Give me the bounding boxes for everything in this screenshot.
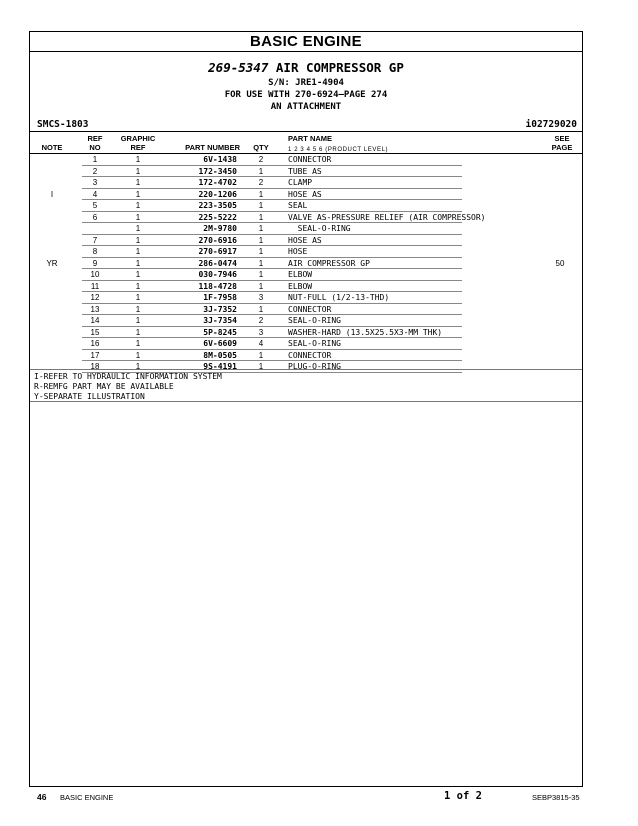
row-see-page bbox=[540, 189, 580, 200]
table-row bbox=[30, 166, 582, 178]
parts-page-frame bbox=[29, 31, 583, 787]
row-graphic-ref: 1 bbox=[135, 166, 141, 176]
row-quantity: 1 bbox=[258, 258, 264, 268]
table-row bbox=[30, 223, 582, 235]
row-part-name: SEAL-O-RING bbox=[288, 316, 341, 325]
row-quantity: 1 bbox=[258, 270, 264, 279]
row-graphic-ref: 1 bbox=[135, 155, 141, 164]
row-part-name: CONNECTOR bbox=[288, 350, 332, 360]
row-note bbox=[30, 166, 74, 177]
row-see-page bbox=[540, 212, 580, 223]
row-note bbox=[30, 292, 74, 303]
row-quantity: 2 bbox=[258, 155, 264, 164]
row-see-page bbox=[540, 177, 580, 188]
row-see-page bbox=[540, 292, 580, 303]
row-graphic-ref: 1 bbox=[135, 247, 141, 256]
row-part-name: SEAL bbox=[288, 201, 308, 210]
row-graphic-ref: 1 bbox=[135, 304, 141, 314]
row-note bbox=[30, 304, 74, 315]
table-end-divider bbox=[30, 369, 582, 370]
group-part-title: AIR COMPRESSOR GP bbox=[275, 60, 404, 75]
row-note bbox=[30, 235, 74, 246]
row-quantity: 1 bbox=[258, 281, 264, 291]
row-note bbox=[30, 338, 74, 349]
col-ref-bottom: NO bbox=[89, 143, 101, 152]
footer-section: BASIC ENGINE bbox=[60, 793, 114, 802]
table-row bbox=[30, 281, 582, 293]
col-part-name: PART NAME bbox=[288, 134, 333, 143]
row-ref-number: 9 bbox=[92, 258, 98, 268]
row-part-number: 220-1206 bbox=[198, 189, 237, 199]
row-ref-number: 5 bbox=[92, 201, 98, 210]
row-graphic-ref: 1 bbox=[135, 362, 141, 371]
row-see-page bbox=[540, 350, 580, 361]
row-part-name: SEAL-O-RING bbox=[288, 339, 341, 348]
row-part-number: 3J-7354 bbox=[203, 316, 237, 325]
header-divider bbox=[30, 131, 582, 132]
row-see-page bbox=[540, 154, 580, 165]
row-see-page bbox=[540, 200, 580, 211]
row-see-page bbox=[540, 246, 580, 257]
row-note bbox=[30, 177, 74, 188]
row-quantity: 1 bbox=[258, 235, 264, 245]
row-part-name: HOSE AS bbox=[288, 235, 322, 245]
row-ref-number bbox=[82, 223, 108, 234]
table-row bbox=[30, 258, 582, 270]
table-row bbox=[30, 338, 582, 350]
row-graphic-ref: 1 bbox=[135, 316, 141, 325]
row-ref-number: 18 bbox=[90, 362, 100, 371]
row-see-page: 50 bbox=[555, 258, 565, 268]
table-row bbox=[30, 269, 582, 281]
illustration-id: i02729020 bbox=[525, 119, 577, 130]
row-part-number: 6V-6609 bbox=[203, 339, 237, 348]
row-ref-number: 12 bbox=[90, 293, 100, 302]
row-ref-number: 10 bbox=[90, 270, 100, 279]
row-ref-number: 4 bbox=[92, 189, 98, 199]
row-part-number: 270-6916 bbox=[198, 235, 237, 245]
row-quantity: 1 bbox=[258, 350, 264, 360]
row-part-name: AIR COMPRESSOR GP bbox=[288, 258, 370, 268]
table-row bbox=[30, 212, 582, 224]
row-graphic-ref: 1 bbox=[135, 327, 141, 337]
row-part-name: WASHER-HARD (13.5X25.5X3-MM THK) bbox=[288, 327, 443, 337]
row-note bbox=[30, 154, 74, 165]
row-see-page bbox=[540, 361, 580, 372]
table-row bbox=[30, 154, 582, 166]
row-note bbox=[30, 212, 74, 223]
table-row bbox=[30, 315, 582, 327]
legend-item: R-REMFG PART MAY BE AVAILABLE bbox=[34, 382, 174, 391]
table-row bbox=[30, 177, 582, 189]
row-part-name: PLUG-O-RING bbox=[288, 362, 341, 371]
smcs-code: SMCS-1803 bbox=[37, 119, 89, 130]
row-note bbox=[30, 327, 74, 338]
table-row bbox=[30, 189, 582, 201]
row-see-page bbox=[540, 235, 580, 246]
row-part-number: 9S-4191 bbox=[203, 362, 237, 371]
group-part-number: 269-5347 bbox=[208, 60, 269, 75]
footer-page-number: 46 bbox=[37, 792, 47, 802]
row-note bbox=[30, 281, 74, 292]
row-graphic-ref: 1 bbox=[135, 189, 141, 199]
row-graphic-ref: 1 bbox=[135, 350, 141, 360]
row-part-number: 6V-1438 bbox=[203, 155, 237, 164]
row-note: I bbox=[50, 189, 54, 199]
row-quantity: 1 bbox=[258, 362, 264, 371]
section-title: BASIC ENGINE bbox=[30, 32, 582, 52]
row-ref-number: 16 bbox=[90, 339, 100, 348]
footer-document-number: SEBP3815-35 bbox=[532, 793, 580, 802]
col-note: NOTE bbox=[41, 143, 63, 152]
col-product-levels: 1 2 3 4 5 6 (PRODUCT LEVEL) bbox=[288, 147, 389, 153]
row-part-name: CLAMP bbox=[288, 178, 313, 187]
row-see-page bbox=[540, 327, 580, 338]
table-row bbox=[30, 292, 582, 304]
row-graphic-ref: 1 bbox=[135, 339, 141, 348]
col-ref-top: REF bbox=[87, 134, 103, 143]
row-part-name: CONNECTOR bbox=[288, 155, 332, 164]
row-quantity: 1 bbox=[258, 304, 264, 314]
row-part-number: 030-7946 bbox=[198, 270, 237, 279]
row-see-page bbox=[540, 304, 580, 315]
row-part-name: TUBE AS bbox=[288, 166, 322, 176]
row-note bbox=[30, 315, 74, 326]
row-part-number: 5P-8245 bbox=[203, 327, 237, 337]
row-quantity: 1 bbox=[258, 224, 264, 233]
table-row bbox=[30, 304, 582, 316]
row-part-name: ELBOW bbox=[288, 270, 313, 279]
row-ref-number: 3 bbox=[92, 178, 98, 187]
row-graphic-ref: 1 bbox=[135, 201, 141, 210]
row-part-name: ELBOW bbox=[288, 281, 313, 291]
legend-item: I-REFER TO HYDRAULIC INFORMATION SYSTEM bbox=[34, 372, 222, 381]
row-part-number: 3J-7352 bbox=[203, 304, 237, 314]
row-part-name: HOSE AS bbox=[288, 189, 322, 199]
row-ref-number: 2 bbox=[92, 166, 98, 176]
legend-divider bbox=[30, 401, 582, 402]
row-part-number: 286-0474 bbox=[198, 258, 237, 268]
col-qty: QTY bbox=[253, 143, 269, 152]
row-part-name: HOSE bbox=[288, 247, 308, 256]
row-ref-number: 8 bbox=[92, 247, 98, 256]
row-ref-number: 17 bbox=[90, 350, 100, 360]
row-part-number: 1F-7958 bbox=[203, 293, 237, 302]
row-note bbox=[30, 269, 74, 280]
col-see-top: SEE bbox=[554, 134, 570, 143]
table-row bbox=[30, 235, 582, 247]
table-row bbox=[30, 200, 582, 212]
row-quantity: 4 bbox=[258, 339, 264, 348]
row-part-number: 2M-9780 bbox=[203, 224, 237, 233]
use-with-note: FOR USE WITH 270-6924—PAGE 274 bbox=[224, 90, 388, 100]
row-note bbox=[30, 350, 74, 361]
row-part-number: 225-5222 bbox=[198, 212, 237, 222]
table-row bbox=[30, 350, 582, 362]
row-note bbox=[30, 246, 74, 257]
row-part-name: CONNECTOR bbox=[288, 304, 332, 314]
group-title bbox=[30, 60, 582, 75]
row-graphic-ref: 1 bbox=[135, 212, 141, 222]
row-ref-number: 1 bbox=[92, 155, 98, 164]
legend-item: Y-SEPARATE ILLUSTRATION bbox=[34, 392, 145, 401]
row-quantity: 3 bbox=[258, 293, 264, 302]
row-see-page bbox=[540, 223, 580, 234]
row-quantity: 1 bbox=[258, 189, 264, 199]
row-ref-number: 13 bbox=[90, 304, 100, 314]
row-quantity: 1 bbox=[258, 201, 264, 210]
row-graphic-ref: 1 bbox=[135, 270, 141, 279]
row-part-number: 223-3505 bbox=[198, 201, 237, 210]
row-part-number: 270-6917 bbox=[198, 247, 237, 256]
row-see-page bbox=[540, 281, 580, 292]
row-part-number: 172-4702 bbox=[198, 178, 237, 187]
row-see-page bbox=[540, 269, 580, 280]
row-note: YR bbox=[46, 258, 58, 268]
attachment-note: AN ATTACHMENT bbox=[270, 102, 342, 112]
footer-page-of: 1 of 2 bbox=[444, 790, 482, 802]
row-see-page bbox=[540, 315, 580, 326]
row-part-name: VALVE AS-PRESSURE RELIEF (AIR COMPRESSOR) bbox=[288, 212, 486, 222]
row-part-number: 118-4728 bbox=[198, 281, 237, 291]
table-row bbox=[30, 327, 582, 339]
table-row bbox=[30, 361, 582, 373]
col-part-number: PART NUMBER bbox=[185, 143, 240, 152]
table-row bbox=[30, 246, 582, 258]
row-quantity: 1 bbox=[258, 212, 264, 222]
row-part-number: 172-3450 bbox=[198, 166, 237, 176]
row-note bbox=[30, 361, 74, 372]
col-see-bottom: PAGE bbox=[551, 143, 573, 152]
row-quantity: 2 bbox=[258, 316, 264, 325]
row-graphic-ref: 1 bbox=[135, 281, 141, 291]
row-ref-number: 15 bbox=[90, 327, 100, 337]
row-part-name: SEAL-O-RING bbox=[288, 224, 351, 233]
row-graphic-ref: 1 bbox=[135, 258, 141, 268]
row-quantity: 1 bbox=[258, 247, 264, 256]
row-ref-number: 7 bbox=[92, 235, 98, 245]
row-ref-number: 11 bbox=[90, 281, 100, 291]
row-see-page bbox=[540, 166, 580, 177]
row-note bbox=[30, 223, 74, 234]
row-graphic-ref: 1 bbox=[135, 235, 141, 245]
row-ref-number: 14 bbox=[90, 316, 100, 325]
row-see-page bbox=[540, 338, 580, 349]
row-note bbox=[30, 200, 74, 211]
row-part-number: 8M-0505 bbox=[203, 350, 237, 360]
row-quantity: 2 bbox=[258, 178, 264, 187]
row-quantity: 3 bbox=[258, 327, 264, 337]
row-graphic-ref: 1 bbox=[135, 293, 141, 302]
row-graphic-ref: 1 bbox=[135, 178, 141, 187]
row-graphic-ref: 1 bbox=[135, 224, 141, 233]
serial-number: S/N: JRE1-4904 bbox=[268, 78, 344, 88]
row-part-name: NUT-FULL (1/2-13-THD) bbox=[288, 293, 390, 302]
row-ref-number: 6 bbox=[92, 212, 98, 222]
row-quantity: 1 bbox=[258, 166, 264, 176]
col-graphic-bottom: REF bbox=[130, 143, 146, 152]
col-graphic-top: GRAPHIC bbox=[120, 134, 156, 143]
